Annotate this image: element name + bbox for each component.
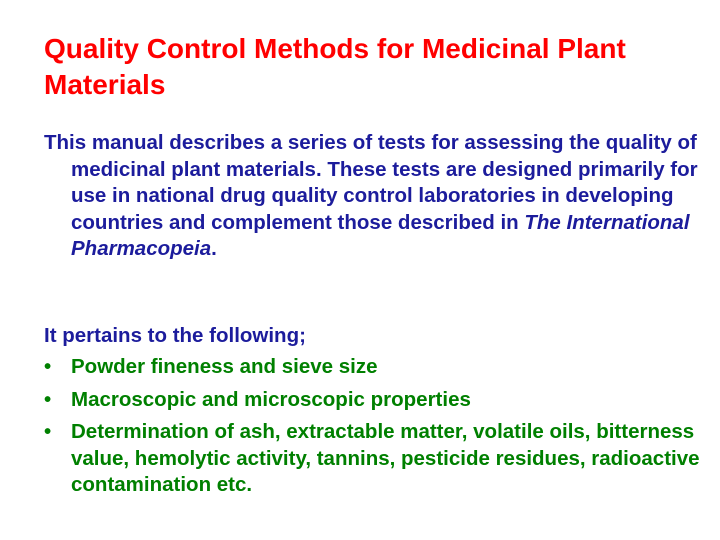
intro-reference-title: The International Pharmacopeia — [71, 210, 690, 260]
intro-period: . — [211, 237, 217, 260]
intro-text: This manual describes a series of tests for assessing the quality of medicinal plant materials. These tests are designed primarily for use in national drug quality control laboratories in developing countries and complement those described in — [44, 131, 698, 234]
list-item-text: Powder fineness and sieve size — [71, 355, 378, 378]
bullet-icon: • — [44, 387, 52, 411]
list-item — [44, 354, 704, 381]
pertains-heading: It pertains to the following; — [44, 324, 306, 347]
list-item — [44, 419, 704, 499]
list-item-text: Determination of ash, extractable matter, volatile oils, bitterness value, hemolytic activity, tannins, pesticide residues, radioactive contamination etc. — [71, 420, 700, 496]
list-item-text: Macroscopic and microscopic properties — [71, 387, 471, 411]
bullet-icon: • — [44, 355, 52, 378]
intro-paragraph — [44, 130, 720, 263]
list-item — [44, 387, 704, 414]
test-list — [44, 354, 704, 505]
bullet-icon: • — [44, 420, 52, 443]
slide-title: Quality Control Methods for Medicinal Plant Materials — [44, 33, 626, 100]
